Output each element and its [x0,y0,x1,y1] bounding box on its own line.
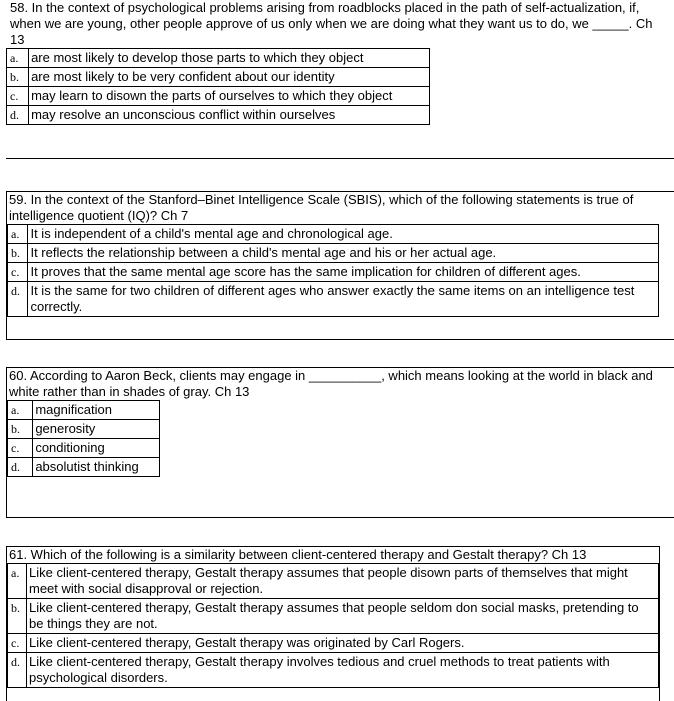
option-row [7,68,430,87]
options-table [7,563,659,688]
option-letter: b. [8,420,33,439]
options-table [7,400,160,477]
question-61 [6,546,660,701]
option-text: It is independent of a child's mental age and chronological age. [28,225,659,244]
option-letter: d. [8,458,33,477]
option-row [8,401,160,420]
option-text: It is the same for two children of different ages who answer exactly the same items on an intelligence test correctly. [28,282,659,317]
question-60 [6,367,674,518]
question-59 [6,191,674,340]
option-letter: a. [8,401,33,420]
option-row [8,458,160,477]
option-letter: c. [7,87,29,106]
option-text: Like client-centered therapy, Gestalt therapy was originated by Carl Rogers. [27,634,659,653]
options-table [7,224,659,317]
option-letter: b. [8,244,28,263]
option-text: may resolve an unconscious conflict within ourselves [29,106,430,125]
option-row [8,244,659,263]
option-text: Like client-centered therapy, Gestalt therapy involves tedious and cruel methods to treat patients with psychological disorders. [27,653,659,688]
option-text: Like client-centered therapy, Gestalt therapy assumes that people seldom don social masks, pretending to be things they are not. [27,599,659,634]
option-text: generosity [33,420,160,439]
option-letter: d. [8,653,27,688]
option-row [7,49,430,68]
option-row [7,106,430,125]
option-letter: a. [8,564,27,599]
option-row [8,282,659,317]
option-letter: d. [7,106,29,125]
question-58 [6,0,674,159]
option-row [8,653,659,688]
option-letter: c. [8,263,28,282]
option-letter: d. [8,282,28,317]
option-text: magnification [33,401,160,420]
option-text: absolutist thinking [33,458,160,477]
question-text: 60. According to Aaron Beck, clients may engage in __________, which means looking at the world in black and white rather than in shades of gray. Ch 13 [9,368,657,399]
option-text: may learn to disown the parts of ourselves to which they object [29,87,430,106]
question-text: 59. In the context of the Stanford–Binet Intelligence Scale (SBIS), which of the following statements is true of intelligence quotient (IQ)? Ch 7 [9,192,637,223]
option-text: It proves that the same mental age score has the same implication for children of different ages. [28,263,659,282]
option-text: are most likely to be very confident about our identity [29,68,430,87]
question-text: 58. In the context of psychological problems arising from roadblocks placed in the path of self-actualization, if, when we are young, other people approve of us only when we are doing what they want us to do, we _____. Ch 13 [10,0,657,47]
option-text: conditioning [33,439,160,458]
option-text: Like client-centered therapy, Gestalt therapy assumes that people disown parts of themselves that might meet with social disapproval or rejection. [27,564,659,599]
option-letter: a. [7,49,29,68]
option-row [8,634,659,653]
option-letter: b. [8,599,27,634]
option-text: are most likely to develop those parts to which they object [29,49,430,68]
option-row [8,564,659,599]
option-row [8,420,160,439]
option-letter: c. [8,439,33,458]
option-row [8,263,659,282]
options-table [6,48,430,125]
option-row [8,599,659,634]
question-text: 61. Which of the following is a similarity between client-centered therapy and Gestalt therapy? Ch 13 [9,547,587,562]
option-row [8,225,659,244]
option-text: It reflects the relationship between a child's mental age and his or her actual age. [28,244,659,263]
option-letter: b. [7,68,29,87]
option-row [8,439,160,458]
option-letter: c. [8,634,27,653]
option-row [7,87,430,106]
option-letter: a. [8,225,28,244]
